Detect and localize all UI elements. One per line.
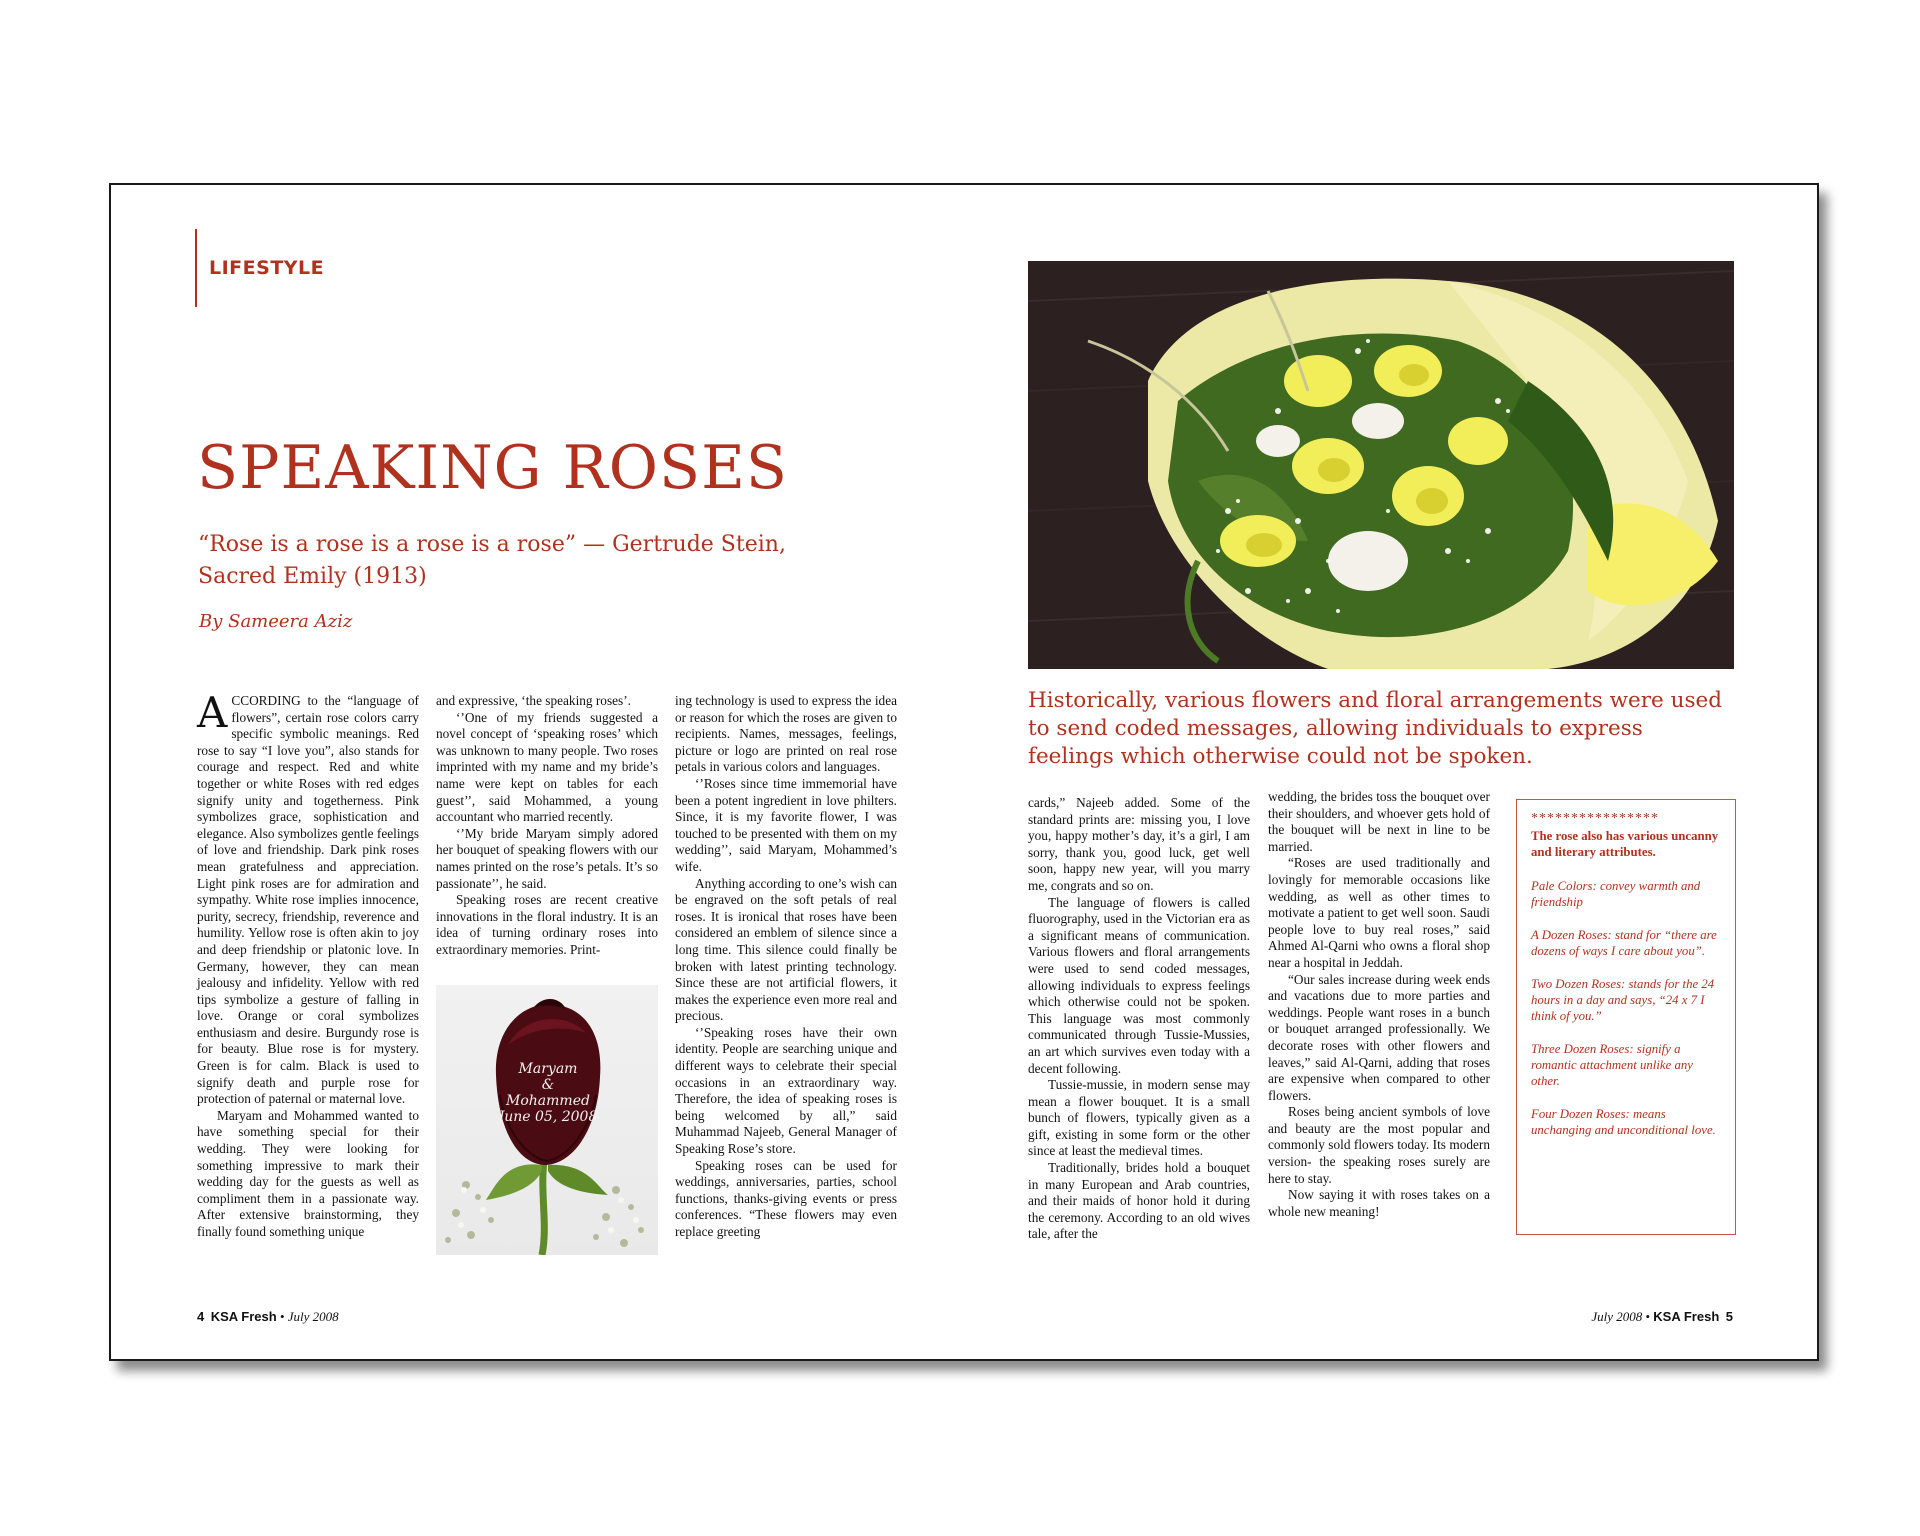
pull-quote: Historically, various flowers and floral arrangements were used to send coded messages, allowing individuals to express feelings which otherwise could not be spoken. bbox=[1028, 688, 1722, 769]
article-paragraph: ‘’One of my friends suggested a novel concept of ‘speaking roses’ which was unknown to many people. Two roses imprinted with my name and my bride’s name were kept on tables for each guest’’, said Mohammed, a young accountant who married recently. bbox=[436, 709, 658, 825]
sidebar-item: Two Dozen Roses: stands for the 24 hours in a day and says, “24 x 7 I think of you.” bbox=[1531, 977, 1715, 1023]
article-paragraph: Now saying it with roses takes on a whole new meaning! bbox=[1268, 1187, 1490, 1219]
sidebar-item: Pale Colors: convey warmth and friendship bbox=[1531, 879, 1701, 909]
article-paragraph: ing technology is used to express the idea or reason for which the roses are given to recipients. Names, messages, feelings, picture or logo are printed on real rose petals in various colors and languages. bbox=[675, 693, 897, 775]
sidebar-item: Four Dozen Roses: means unchanging and unconditional love. bbox=[1531, 1107, 1716, 1137]
drop-cap: A bbox=[197, 688, 228, 737]
article-paragraph: ACCORDING to the “language of flowers”, certain rose colors carry specific symbolic meanings. Red rose to say “I love you”, also stands for courage and respect. Red and white together or white Roses with red edges signify unity and togetherness. Pink symbolizes grace, sophistication and elegance. Also symbolizes gentle feelings of love and friendship. Dark pink roses mean gratefulness and appreciation. Light pink roses are for admiration and sympathy. White rose implies innocence, purity, secrecy, friendship, reverence and humility. Yellow rose is often akin to joy and deep friendship or platonic love. In Germany, however, they can mean jealousy and infidelity. Yellow with red tips symbolize a gesture of falling in love. Orange or coral symbolizes enthusiasm and desire. Burgundy rose is for beauty. Blue rose is for mystery. Green is for calm. Black is used to signify death and purple rose for protection of paternal or maternal love. bbox=[197, 688, 419, 1107]
red-rose-illustration bbox=[436, 985, 658, 1255]
issue-date: July 2008 bbox=[287, 1309, 339, 1324]
article-paragraph: cards,” Najeeb added. Some of the standard prints are: missing you, I love you, happy mother’s day, it’s a girl, I am sorry, thank you, good luck, get well soon, happy new year, will you marry me, congrats and so on. bbox=[1028, 795, 1250, 893]
article-paragraph: “Our sales increase during week ends and vacations due to more parties and weddings. People want roses in a bunch or bouquet arranged professionally. We decorate roses with other flowers and leaves,” said Al-Qarni, adding that roses are expensive when compared to other flowers. bbox=[1268, 971, 1490, 1103]
section-label: LIFESTYLE bbox=[209, 257, 325, 279]
rose-photo bbox=[436, 985, 658, 1255]
folio-left: 4 KSA Fresh • July 2008 bbox=[197, 1309, 339, 1324]
folio-right: July 2008 • KSA Fresh 5 bbox=[1591, 1309, 1733, 1324]
rose-facts-sidebar bbox=[1516, 799, 1736, 1235]
article-paragraph: Speaking roses are recent creative innovations in the floral industry. It is an idea of turning ordinary roses into extraordinary memories. Print- bbox=[436, 892, 658, 957]
issue-date: July 2008 bbox=[1591, 1309, 1643, 1324]
article-paragraph: wedding, the brides toss the bouquet over their shoulders, and whoever gets hold of the bouquet will be next in line to be married. bbox=[1268, 789, 1490, 854]
article-column-3 bbox=[675, 693, 897, 1263]
bouquet-illustration bbox=[1028, 261, 1734, 669]
rose-text-line: June 05, 2008 bbox=[498, 1109, 598, 1125]
sidebar-item: Three Dozen Roses: signify a romantic attachment unlike any other. bbox=[1531, 1042, 1693, 1088]
headline: SPEAKING ROSES bbox=[197, 433, 789, 503]
article-paragraph: ‘’My bride Maryam simply adored her bouquet of speaking flowers with our names printed on the rose’s petals. It’s so passionate’’, he said. bbox=[436, 825, 658, 891]
article-paragraph: The language of flowers is called fluorography, used in the Victorian era as a significant means of communication. Various flowers and floral arrangements were used to send coded messages, allowing individuals to express feelings which otherwise could not be spoken. This language was most commonly communicated through Tussie-Mussies, an art which survives even today with a decent following. bbox=[1028, 894, 1250, 1076]
section-divider bbox=[195, 229, 197, 307]
article-paragraph: Speaking roses can be used for weddings, anniversaries, parties, school functions, thanks-giving events or press conferences. “These flowers may even replace greeting bbox=[675, 1157, 897, 1239]
article-paragraph: ‘’Speaking roses have their own identity. People are searching unique and different ways to celebrate their special occasions in an extraordinary way. Therefore, the idea of speaking roses is being welcomed by all,” said Muhammad Najeeb, General Manager of Speaking Rose’s store. bbox=[675, 1024, 897, 1157]
article-column-1 bbox=[197, 688, 419, 1263]
byline: By Sameera Aziz bbox=[199, 611, 353, 632]
magazine-spread bbox=[109, 183, 1819, 1361]
article-column-2 bbox=[436, 693, 658, 983]
bouquet-photo bbox=[1028, 261, 1734, 669]
article-paragraph: Anything according to one’s wish can be engraved on the soft petals of real roses. It is ironical that roses have been considered an emblem of silence since a long time. This silence could finally be broken with latest printing technology. Since these are not artificial flowers, it makes the experience even more real and precious. bbox=[675, 875, 897, 1024]
sidebar-stars: **************** bbox=[1531, 811, 1659, 826]
article-column-5 bbox=[1268, 789, 1490, 1265]
page-number: 4 bbox=[197, 1309, 205, 1324]
article-paragraph: ‘’Roses since time immemorial have been a potent ingredient in love philters. Since, it is my favorite flower, I was touched to be presented with them on my wedding’’, said Maryam, Mohammed’s wife. bbox=[675, 775, 897, 874]
article-paragraph: Tussie-mussie, in modern sense may mean a flower bouquet. It is a small bunch of flowers, typically given as a gift, existing in some form or the other since at least the medieval times. bbox=[1028, 1077, 1250, 1159]
article-paragraph: Maryam and Mohammed wanted to have something special for their wedding. They were looking for something impressive to mark their wedding day for the guests as well as compliment them in a passionate way. After extensive brainstorming, they finally found something unique bbox=[197, 1107, 419, 1239]
article-column-4 bbox=[1028, 795, 1250, 1265]
article-paragraph: Traditionally, brides hold a bouquet in many European and Arab countries, and their maids of honor hold it during the ceremony. According to an old wives tale, after the bbox=[1028, 1160, 1250, 1242]
sidebar-intro: The rose also has various uncanny and literary attributes. bbox=[1531, 829, 1719, 859]
deck-quote: “Rose is a rose is a rose is a rose” — Gertrude Stein, Sacred Emily (1913) bbox=[198, 532, 786, 589]
article-paragraph: and expressive, ‘the speaking roses’. bbox=[436, 693, 631, 708]
magazine-name: KSA Fresh bbox=[210, 1309, 277, 1324]
rose-text-line: Maryam bbox=[518, 1061, 578, 1077]
rose-text-line: & bbox=[541, 1077, 555, 1093]
rose-text-line: Mohammed bbox=[506, 1093, 590, 1109]
sidebar-item: A Dozen Roses: stand for “there are dozens of ways I care about you”. bbox=[1531, 928, 1717, 958]
magazine-name: KSA Fresh bbox=[1653, 1309, 1720, 1324]
article-paragraph: “Roses are used traditionally and lovingly for memorable occasions like wedding, as well as other times to motivate a patient to get well soon. Saudi people love to buy real roses,” said Ahmed Al-Qarni who owns a floral shop near a hospital in Jeddah. bbox=[1268, 855, 1490, 970]
page-number: 5 bbox=[1725, 1309, 1733, 1324]
article-paragraph: Roses being ancient symbols of love and beauty are the most popular and commonly sold flowers today. Its modern version- the speaking roses surely are here to stay. bbox=[1268, 1104, 1490, 1186]
